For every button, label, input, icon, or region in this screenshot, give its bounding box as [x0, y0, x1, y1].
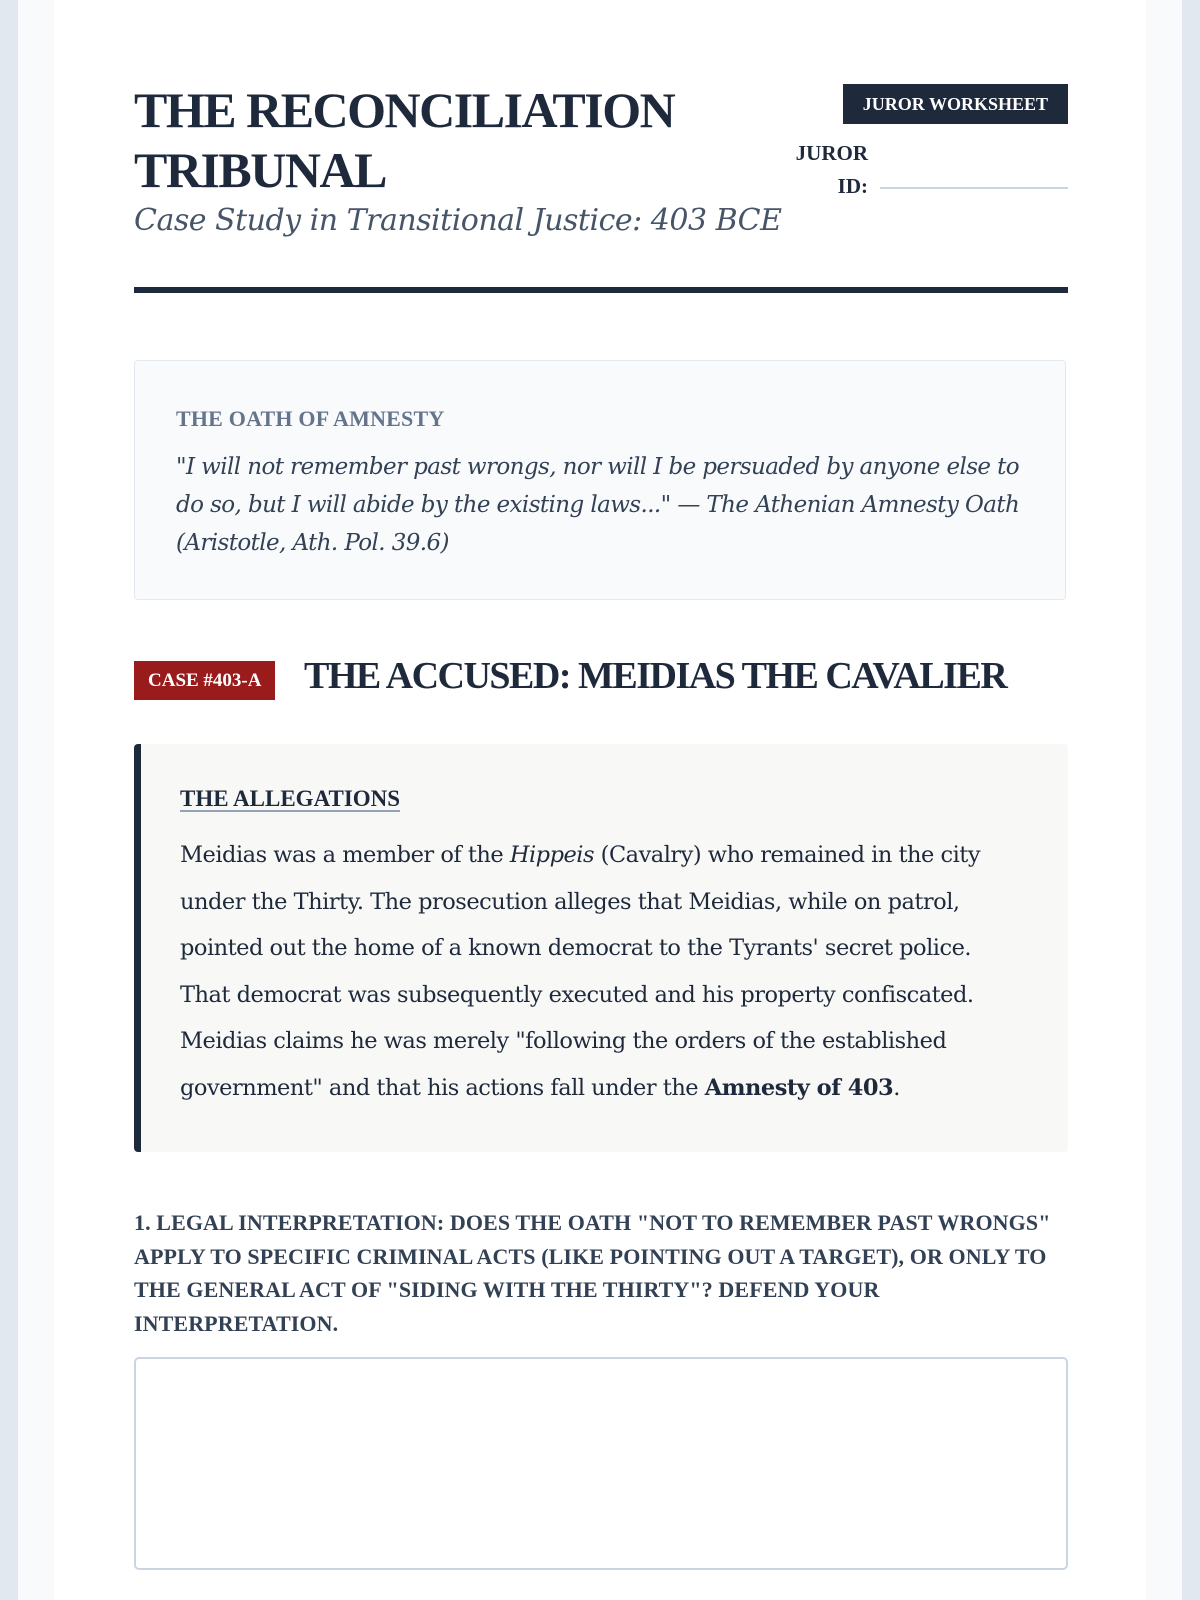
oath-heading: THE OATH OF AMNESTY	[176, 406, 445, 431]
juror-id-input[interactable]	[880, 187, 1068, 189]
allegations-text-end: .	[893, 1074, 900, 1101]
allegations-text	[180, 832, 1020, 1112]
case-title: THE ACCUSED: MEIDIAS THE CAVALIER	[304, 655, 1007, 697]
worksheet-page	[54, 0, 1146, 1600]
allegations-bold-term: Amnesty of 403	[704, 1074, 894, 1101]
juror-id-label: JUROR ID:	[795, 141, 868, 198]
allegations-box	[134, 744, 1068, 1152]
allegations-text-middle: (Cavalry) who remained in the city under the Thirty. The prosecution alleges that Meidias, while on patrol, pointed out the home of a known democrat to the Tyrants' secret police. That democrat was subsequently executed and his property confiscated. Meidias claims he was merely "following the orders of the established government" and that his actions fall under the	[180, 842, 981, 1101]
question-1-answer[interactable]	[134, 1357, 1068, 1570]
juror-id-field[interactable]	[788, 137, 1068, 197]
page-title: THE RECONCILIATION TRIBUNAL	[134, 82, 675, 198]
case-number-badge: CASE #403-A	[134, 661, 275, 700]
allegations-italic-term: Hippeis	[509, 842, 595, 868]
header-divider	[134, 287, 1068, 293]
oath-quote: "I will not remember past wrongs, nor will I be persuaded by anyone else to do so, but I will abide by the existing laws..." — The Athenian Amnesty Oath (Aristotle, Ath. Pol. 39.6)	[176, 454, 1020, 556]
oath-box	[134, 360, 1066, 600]
page-subtitle: Case Study in Transitional Justice: 403 BCE	[134, 203, 782, 238]
allegations-heading: THE ALLEGATIONS	[180, 786, 401, 811]
question-1-prompt: 1. LEGAL INTERPRETATION: DOES THE OATH "NOT TO REMEMBER PAST WRONGS" APPLY TO SPECIFIC CRIMINAL ACTS (LIKE POINTING OUT A TARGET), OR ONLY TO THE GENERAL ACT OF "SIDING WITH THE THIRTY"? DEFEND YOUR INTERPRETATION.	[134, 1210, 1051, 1336]
juror-worksheet-badge: JUROR WORKSHEET	[843, 84, 1068, 124]
worksheet-header	[134, 80, 1068, 292]
allegations-text-start: Meidias was a member of the	[180, 842, 510, 868]
case-header	[134, 655, 1068, 702]
